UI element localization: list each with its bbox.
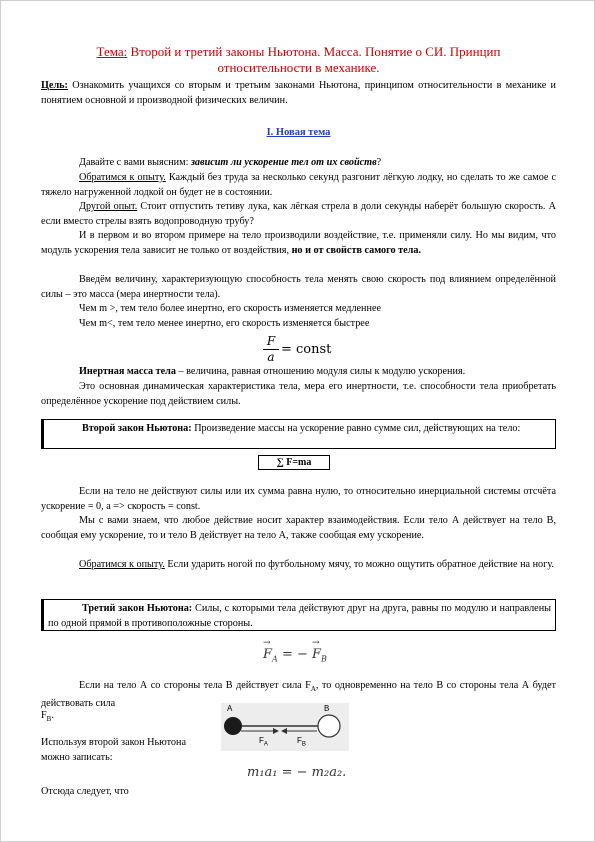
law2-box: Второй закон Ньютона: Произведение массы на ускорение равно сумме сил, действующих на тело: xyxy=(41,419,556,449)
formula-momentum: m₁a₁ = − m₂a₂. xyxy=(247,765,347,780)
paragraph-force-b: $F_B$. xyxy=(41,710,54,724)
goal-label: Цель: xyxy=(41,80,68,91)
label-force-b: $F_B$ xyxy=(297,736,306,748)
paragraph-second-law-use: Используя второй закон Ньютона можно записать: xyxy=(41,737,186,763)
paragraph-forces-ab: Если на тело А со стороны тела В действует сила $F_A$, то одновременно на тело В со стороны тела А будет действовать сила xyxy=(41,680,556,709)
arrowhead-fa xyxy=(273,728,279,734)
balls-diagram-svg xyxy=(221,703,349,751)
formula-mass-ratio: F a = const xyxy=(263,334,343,366)
paragraph-question: Давайте с вами выясним: зависит ли ускорение тел от их свойств? xyxy=(79,157,382,168)
title-text: Второй и третий законы Ньютона. Масса. Понятие о СИ. Принцип относительности в механике. xyxy=(130,44,501,75)
paragraph-experiment-1: Обратимся к опыту. Каждый без труда за несколько секунд разгонит лёгкую лодку, но сделать то же самое с тяжело нагруженной лодкой он будет не в состоянии. xyxy=(41,172,556,198)
paragraph-interaction: Мы с вами знаем, что любое действие носит характер взаимодействия. Если тело А действует на тело В, сообщая ему ускорение, то и тело В действует на тело А, также сообщая ему ускорение. xyxy=(41,515,556,541)
formula-second-law: ∑ F=ma xyxy=(258,455,330,470)
arrowhead-fb xyxy=(281,728,287,734)
goal-paragraph xyxy=(41,79,556,108)
paragraph-mass-less: Чем m<, тем тело менее инертно, его скорость изменяется быстрее xyxy=(79,318,370,329)
label-force-a: $F_A$ xyxy=(259,736,268,748)
paragraph-mass-definition: Введём величину, характеризующую способность тела менять свою скорость под влиянием определённой силы – это масса (мера инертности тела). xyxy=(41,274,556,300)
paragraph-zero-force: Если на тело не действуют силы или их сумма равна нулю, то относительно инерциальной системы отсчёта ускорение = 0, а => скорость = const. xyxy=(41,486,556,512)
paragraph-therefore: Отсюда следует, что xyxy=(41,786,129,797)
formula-third-law: → $F_A$ = − → $F_B$ xyxy=(263,638,327,664)
law3-box: Третий закон Ньютона: Силы, с которыми тела действуют друг на друга, равны по модулю и направлены по одной прямой в противоположные стороны. xyxy=(41,599,556,631)
goal-text: Ознакомить учащихся со вторым и третьим законами Ньютона, принципом относительности в механике и понятием основной и производной физических величин. xyxy=(41,80,557,106)
paragraph-inertia-measure: Это основная динамическая характеристика тела, мера его инертности, т.е. способности тела приобретать определённое ускорение под действием силы. xyxy=(41,381,556,407)
interaction-diagram xyxy=(221,703,349,751)
paragraph-conclusion: И в первом и во втором примере на тело производили воздействие, т.е. применяли силу. Но мы видим, что модуль ускорения тела зависит не только от воздействия, но и от свойств самого тела. xyxy=(41,230,556,256)
page-title xyxy=(61,44,536,76)
paragraph-mass-more: Чем m >, тем тело более инертно, его скорость изменяется медленнее xyxy=(79,303,382,314)
label-b: B xyxy=(324,704,330,713)
section-title: I. Новая тема xyxy=(266,127,331,138)
ball-b xyxy=(318,715,340,737)
paragraph-experiment-2: Другой опыт. Стоит отпустить тетиву лука, как лёгкая стрела в доли секунды наберёт большую скорость. А если вместо стрелы взять водопроводную трубу? xyxy=(41,201,556,227)
paragraph-football: Обратимся к опыту. Если ударить ногой по футбольному мячу, то можно ощутить обратное действие на ногу. xyxy=(79,559,554,570)
label-a: A xyxy=(227,704,233,713)
ball-a xyxy=(224,717,242,735)
paragraph-inertial-mass: Инертная масса тела – величина, равная отношению модуля силы к модулю ускорения. xyxy=(79,366,466,377)
title-label: Тема: xyxy=(96,44,128,59)
